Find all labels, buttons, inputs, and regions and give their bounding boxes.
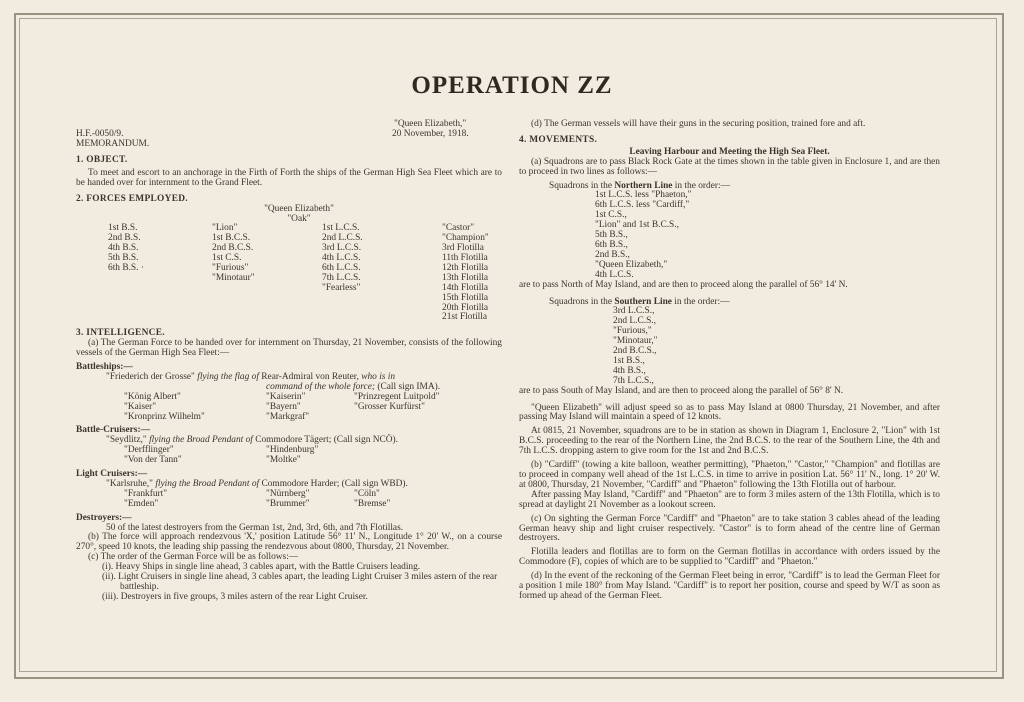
- memo-header: [76, 120, 502, 150]
- movements-d: (d) In the event of the reckoning of the German Fleet being in error, "Cardiff" is to lead the German Fleet for a position 1 mile 180° from May Island. "Cardiff" is to report her position, course and speed by W/T as soon as formed up ahead of the German Fleet.: [519, 571, 940, 601]
- southern-line-list: [519, 307, 940, 386]
- southern-line-after: are to pass South of May Island, and are then to proceed along the parallel of 56° 8' N.: [519, 385, 844, 396]
- order-item-2: (ii). Light Cruisers in single line ahead, 3 cables apart, the leading Light Cruiser 3 miles astern of the rear battleship.: [102, 572, 498, 592]
- northern-line-list: [519, 191, 940, 280]
- movements-c: (c) On sighting the German Force "Cardiff" and "Phaeton" are to take station 3 cables ahead of the leading German heavy ship and light cruiser respectively. "Castor" is to form ahead of the centre line of German destroyers.: [519, 513, 940, 544]
- battleships-heading: Battleships:—: [76, 362, 133, 373]
- section-1-text: To meet and escort to an anchorage in the Firth of Forth the ships of the German High Sea Fleet which are to be handed over for internment to the Grand Fleet.: [76, 167, 502, 188]
- flagship-2: "Oak": [287, 213, 311, 224]
- section-1-heading: 1. OBJECT.: [76, 155, 128, 165]
- forces-cell: "Lion": [212, 223, 238, 234]
- intel-d: (d) The German vessels will have their guns in the securing position, trained fore and aft.: [531, 119, 866, 129]
- southern-line-item: 4th B.S.,: [613, 365, 646, 376]
- movements-p1: "Queen Elizabeth" will adjust speed so as to pass May Island at 0800 Thursday, 21 November, and after passing May Island will maintain a speed of 12 knots.: [519, 402, 940, 423]
- battleship-cell: "König Albert": [124, 391, 181, 402]
- forces-cell: 1st B.S.: [108, 223, 138, 234]
- forces-cell: 13th Flotilla: [442, 272, 489, 283]
- forces-cell: 3rd Flotilla: [442, 243, 484, 254]
- movements-p3: After passing May Island, "Cardiff" and "Phaeton" are to form 3 miles astern of the 13th Flotilla, which is to spread at daylight 21 November as a lookout screen.: [519, 489, 940, 510]
- forces-row: [76, 234, 502, 244]
- forces-row: [76, 284, 502, 294]
- forces-cell: 7th L.C.S.: [322, 272, 361, 283]
- light-cruiser-cell: "Frankfurt": [124, 488, 168, 499]
- northern-line-item: 1st C.S.,: [595, 210, 627, 221]
- forces-row: [76, 294, 502, 304]
- northern-line-item: 2nd B.S.,: [595, 249, 630, 260]
- forces-cell: "Fearless": [322, 282, 361, 293]
- battle-cruisers-lead: "Seydlitz," flying the Broad Pendant of Commodore Tägert; (Call sign NCÖ).: [106, 435, 399, 446]
- light-cruisers-lead: "Karlsruhe," flying the Broad Pendant of Commodore Harder; (Call sign WBD).: [106, 478, 408, 489]
- forces-cell: 1st B.C.S.: [212, 233, 251, 244]
- order-item-3: (iii). Destroyers in five groups, 3 miles astern of the rear Light Cruiser.: [102, 591, 368, 602]
- forces-row: [76, 274, 502, 284]
- battleship-cell: "Prinzregent Luitpold": [354, 391, 440, 402]
- battleships-lead-2: command of the whole force; (Call sign IMA).: [266, 381, 441, 392]
- header-ship: "Queen Elizabeth,": [394, 119, 467, 129]
- forces-cell: 21st Flotilla: [442, 312, 488, 323]
- forces-cell: 12th Flotilla: [442, 263, 489, 273]
- southern-line-item: 2nd L.C.S.,: [613, 316, 656, 327]
- destroyers-text: 50 of the latest destroyers from the German 1st, 2nd, 3rd, 6th, and 7th Flotillas.: [106, 522, 404, 533]
- forces-row: [76, 313, 502, 323]
- northern-line-item: "Lion" and 1st B.C.S.,: [595, 220, 679, 231]
- battleship-row: [76, 413, 502, 423]
- northern-line-intro: Squadrons in the Northern Line in the order:—: [549, 180, 730, 191]
- southern-line-item: 2nd B.C.S.,: [613, 346, 657, 357]
- light-cruiser-row: [76, 500, 502, 510]
- intel-c: (c) The order of the German Force will be as follows:—: [88, 552, 299, 563]
- battleship-cell: "Kaiser": [124, 401, 157, 412]
- movements-b: (b) "Cardiff" (towing a kite balloon, weather permitting), "Phaeton," "Castor," "Champion" and flotillas are to proceed in company well ahead of the 1st L.C.S. in time to arrive in position Lat. 56° 11' N., long. 1° 20' W. at 0800, Thursday, 21 November, "Cardiff" and "Phaeton" following the 13th Flotilla out of harbour.: [519, 460, 940, 490]
- right-column: [519, 120, 940, 602]
- southern-line-item: "Minotaur,": [613, 336, 658, 347]
- northern-line-item: 5th B.S.,: [595, 230, 628, 241]
- forces-cell: 15th Flotilla: [442, 292, 489, 303]
- southern-line-intro: Squadrons in the Southern Line in the order:—: [549, 296, 730, 307]
- forces-cell: 14th Flotilla: [442, 282, 489, 293]
- forces-row: [76, 304, 502, 314]
- northern-line-item: 1st L.C.S. less "Phaeton,": [595, 190, 692, 201]
- section-4-heading: 4. MOVEMENTS.: [519, 134, 598, 145]
- battleship-cell: "Markgraf": [266, 411, 310, 422]
- battle-cruiser-row: [76, 456, 502, 466]
- battleships-list: [76, 393, 502, 423]
- forces-cell: 3rd L.C.S.: [322, 243, 362, 254]
- forces-cell: 6th B.S. ·: [108, 263, 144, 273]
- document-title: OPERATION ZZ: [411, 72, 613, 99]
- destroyers-heading: Destroyers:—: [76, 512, 132, 523]
- southern-line-item: "Furious,": [613, 326, 652, 337]
- forces-cell: "Champion": [442, 233, 489, 244]
- battle-cruiser-cell: "Derfflinger": [124, 445, 174, 456]
- flagship-1: "Queen Elizabeth": [264, 203, 334, 214]
- battleship-cell: "Kronprinz Wilhelm": [124, 411, 205, 422]
- forces-row: [76, 264, 502, 274]
- light-cruisers-list: [76, 490, 502, 510]
- left-column: [76, 120, 502, 603]
- battle-cruisers-heading: Battle-Cruisers:—: [76, 425, 150, 436]
- forces-table: [76, 224, 502, 323]
- forces-cell: 6th L.C.S.: [322, 263, 361, 273]
- forces-cell: "Minotaur": [212, 272, 255, 283]
- southern-line-item: 1st B.S.,: [613, 355, 645, 366]
- northern-line-item: 4th L.C.S.: [595, 269, 634, 280]
- movements-a: (a) Squadrons are to pass Black Rock Gate at the times shown in the table given in Enclosure 1, and are then to proceed in two lines as follows:—: [519, 156, 940, 177]
- forces-cell: 4th L.C.S.: [322, 253, 361, 264]
- light-cruisers-heading: Light Cruisers:—: [76, 469, 148, 480]
- section-3-heading: 3. INTELLIGENCE.: [76, 328, 165, 339]
- light-cruiser-cell: "Nürnberg": [266, 488, 310, 499]
- battleship-cell: "Bayern": [266, 401, 301, 412]
- southern-line-item: 7th L.C.S.,: [613, 375, 654, 386]
- order-item-1: (i). Heavy Ships in single line ahead, 3 cables apart, with the Battle Cruisers leading.: [102, 562, 421, 573]
- header-ref: H.F.-0050/9.: [76, 129, 124, 139]
- forces-row: [76, 244, 502, 254]
- northern-line-item: "Queen Elizabeth,": [595, 259, 668, 270]
- intel-a: (a) The German Force to be handed over for internment on Thursday, 21 November, consists of the following vessels of the German High Sea Fleet:—: [76, 338, 502, 359]
- forces-cell: 2nd B.S.: [108, 233, 141, 244]
- intel-b: (b) The force will approach rendezvous 'X,' position Latitude 56° 11' N., Longitude 1° 20' W., on a course 270°, speed 10 knots, the leading ship passing the rendezvous about 0800, Thursday, 21 November.: [76, 532, 502, 553]
- northern-line-item: 6th L.C.S. less "Cardiff,": [595, 200, 690, 211]
- battle-cruisers-list: [76, 446, 502, 466]
- battle-cruiser-cell: "Moltke": [266, 455, 301, 466]
- light-cruiser-cell: "Bremse": [354, 498, 391, 509]
- forces-cell: 1st C.S.: [212, 253, 242, 264]
- forces-cell: 4th B.S.: [108, 243, 139, 254]
- northern-line-item: 6th B.S.,: [595, 239, 628, 250]
- battleship-cell: "Kaiserin": [266, 391, 306, 402]
- forces-cell: 20th Flotilla: [442, 302, 489, 313]
- forces-cell: "Castor": [442, 223, 475, 234]
- battle-cruiser-cell: "Von der Tann": [124, 455, 182, 466]
- section-2-heading: 2. FORCES EMPLOYED.: [76, 193, 188, 204]
- forces-cell: 11th Flotilla: [442, 253, 488, 264]
- section-4-subheading: Leaving Harbour and Meeting the High Sea Fleet.: [629, 146, 830, 157]
- light-cruiser-cell: "Brummer": [266, 498, 310, 509]
- forces-cell: "Furious": [212, 263, 249, 273]
- light-cruiser-cell: "Emden": [124, 498, 159, 509]
- battle-cruiser-cell: "Hindenburg": [266, 445, 319, 456]
- forces-cell: 2nd B.C.S.: [212, 243, 254, 254]
- battleships-lead: "Friederich der Grosse" flying the flag of Rear-Admiral von Reuter, who is in: [106, 371, 396, 382]
- header-memo: MEMORANDUM.: [76, 139, 150, 149]
- southern-line-item: 3rd L.C.S.,: [613, 306, 655, 317]
- forces-cell: 5th B.S.: [108, 253, 139, 264]
- light-cruiser-cell: "Cöln": [354, 488, 380, 499]
- movements-p2: At 0815, 21 November, squadrons are to be in station as shown in Diagram 1, Enclosure 2, "Lion" with 1st B.C.S. proceeding to the rear of the Northern Line, the 2nd B.C.S. to the rear of the Southern Line, the 4th and 7th L.C.S. dropping astern to give room for the 1st and 2nd B.C.S.: [519, 426, 940, 457]
- northern-line-after: are to pass North of May Island, and are then to proceed along the parallel of 56° 14' N.: [519, 279, 848, 290]
- header-date: 20 November, 1918.: [392, 129, 469, 139]
- movements-p4: Flotilla leaders and flotillas are to form on the German flotillas in accordance with orders issued by the Commodore (F), copies of which are to be supplied to "Cardiff" and "Phaeton.": [519, 547, 940, 568]
- forces-cell: 2nd L.C.S.: [322, 233, 363, 244]
- forces-cell: 1st L.C.S.: [322, 223, 360, 234]
- battleship-cell: "Grosser Kurfürst": [354, 401, 425, 412]
